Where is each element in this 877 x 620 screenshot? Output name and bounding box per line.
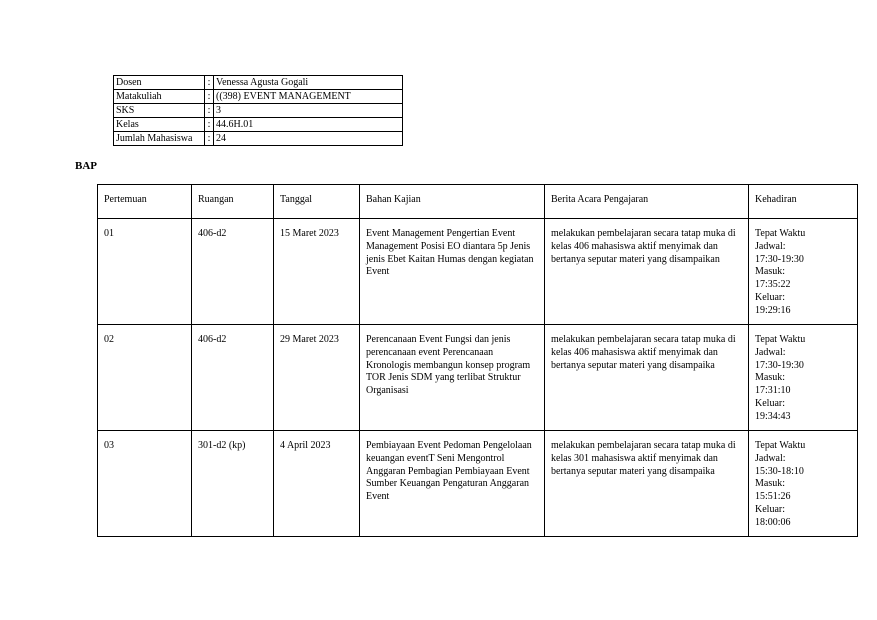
kehadiran-masuk-label: Masuk:	[755, 478, 785, 490]
info-value: 3	[214, 104, 403, 118]
kehadiran-keluar-label: Keluar:	[755, 291, 785, 303]
kehadiran-keluar-value: 19:34:43	[755, 410, 791, 422]
kehadiran-jadwal-value: 17:30-19:30	[755, 359, 804, 371]
info-row-dosen	[114, 76, 403, 90]
info-label: Kelas	[114, 118, 205, 132]
info-value: Venessa Agusta Gogali	[214, 76, 403, 90]
cell-pertemuan: 03	[98, 431, 192, 537]
info-value: 24	[214, 132, 403, 146]
cell-kehadiran	[749, 325, 858, 431]
col-header-berita-acara: Berita Acara Pengajaran	[545, 185, 749, 219]
cell-tanggal: 4 April 2023	[274, 431, 360, 537]
info-label: Dosen	[114, 76, 205, 90]
bap-table	[97, 184, 858, 537]
table-row	[98, 431, 858, 537]
cell-ruangan: 406-d2	[192, 219, 274, 325]
kehadiran-masuk-value: 17:35:22	[755, 279, 791, 291]
info-value: 44.6H.01	[214, 118, 403, 132]
cell-bahan-kajian: Perencanaan Event Fungsi dan jenis perencanaan event Perencanaan Kronologis membangun konsep program TOR Jenis SDM yang terlibat Struktur Organisasi	[360, 325, 545, 431]
kehadiran-keluar-label: Keluar:	[755, 397, 785, 409]
kehadiran-jadwal-value: 15:30-18:10	[755, 465, 804, 477]
kehadiran-status: Tepat Waktu	[755, 440, 806, 451]
col-header-ruangan: Ruangan	[192, 185, 274, 219]
cell-pertemuan: 01	[98, 219, 192, 325]
info-label: Matakuliah	[114, 90, 205, 104]
kehadiran-keluar-value: 18:00:06	[755, 516, 791, 528]
cell-berita-acara: melakukan pembelajaran secara tatap muka di kelas 301 mahasiswa aktif menyimak dan bertanya seputar materi yang disampaika	[545, 431, 749, 537]
cell-tanggal: 15 Maret 2023	[274, 219, 360, 325]
info-separator: :	[205, 118, 214, 132]
kehadiran-masuk-value: 17:31:10	[755, 385, 791, 397]
info-label: SKS	[114, 104, 205, 118]
info-row-kelas	[114, 118, 403, 132]
info-separator: :	[205, 104, 214, 118]
cell-berita-acara: melakukan pembelajaran secara tatap muka di kelas 406 mahasiswa aktif menyimak dan bertanya seputar materi yang disampaika	[545, 325, 749, 431]
cell-kehadiran	[749, 219, 858, 325]
kehadiran-keluar-value: 19:29:16	[755, 304, 791, 316]
cell-tanggal: 29 Maret 2023	[274, 325, 360, 431]
col-header-tanggal: Tanggal	[274, 185, 360, 219]
cell-pertemuan: 02	[98, 325, 192, 431]
info-separator: :	[205, 90, 214, 104]
table-row	[98, 219, 858, 325]
bap-header-row	[98, 185, 858, 219]
info-separator: :	[205, 76, 214, 90]
info-separator: :	[205, 132, 214, 146]
col-header-bahan-kajian: Bahan Kajian	[360, 185, 545, 219]
info-label: Jumlah Mahasiswa	[114, 132, 205, 146]
col-header-pertemuan: Pertemuan	[98, 185, 192, 219]
cell-ruangan: 301-d2 (kp)	[192, 431, 274, 537]
col-header-kehadiran: Kehadiran	[749, 185, 858, 219]
bap-heading: BAP	[75, 160, 97, 172]
kehadiran-jadwal-value: 17:30-19:30	[755, 253, 804, 265]
kehadiran-masuk-value: 15:51:26	[755, 491, 791, 503]
info-row-jumlah-mahasiswa	[114, 132, 403, 146]
info-row-matakuliah	[114, 90, 403, 104]
info-row-sks	[114, 104, 403, 118]
kehadiran-masuk-label: Masuk:	[755, 266, 785, 278]
kehadiran-status: Tepat Waktu	[755, 334, 806, 345]
info-value: ((398) EVENT MANAGEMENT	[214, 90, 403, 104]
kehadiran-masuk-label: Masuk:	[755, 372, 785, 384]
kehadiran-status: Tepat Waktu	[755, 228, 806, 239]
table-row	[98, 325, 858, 431]
kehadiran-keluar-label: Keluar:	[755, 503, 785, 515]
cell-bahan-kajian: Event Management Pengertian Event Management Posisi EO diantara 5p Jenis jenis Ebet Kaitan Humas dengan kegiatan Event	[360, 219, 545, 325]
kehadiran-jadwal-label: Jadwal:	[755, 240, 786, 252]
cell-bahan-kajian: Pembiayaan Event Pedoman Pengelolaan keuangan eventT Seni Mengontrol Anggaran Pembagian Pembiayaan Event Sumber Keuangan Pengaturan Anggaran Event	[360, 431, 545, 537]
course-info-table	[113, 75, 403, 146]
kehadiran-jadwal-label: Jadwal:	[755, 346, 786, 358]
kehadiran-jadwal-label: Jadwal:	[755, 452, 786, 464]
cell-ruangan: 406-d2	[192, 325, 274, 431]
cell-berita-acara: melakukan pembelajaran secara tatap muka di kelas 406 mahasiswa aktif menyimak dan bertanya seputar materi yang disampaikan	[545, 219, 749, 325]
cell-kehadiran	[749, 431, 858, 537]
